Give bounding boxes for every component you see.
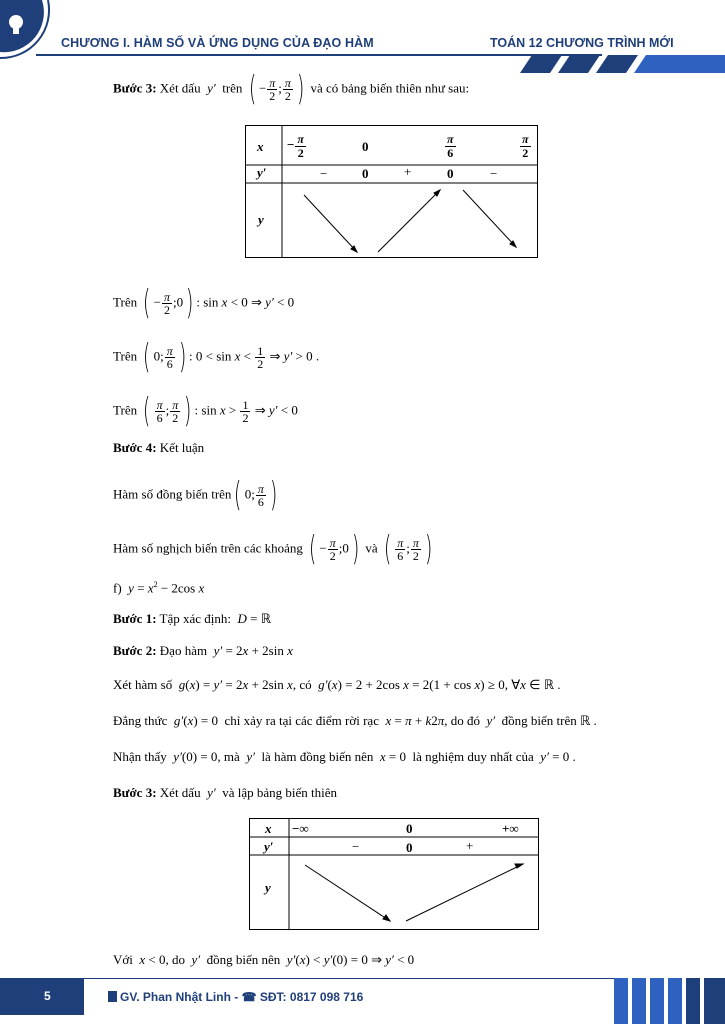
increasing-conclusion: Hàm số đồng biến trên( 0; $\frac{\pi}{6}$ ) [113,475,278,515]
footer-contact: GV. Phan Nhật Linh - ☎ SĐT: 0817 098 716 [108,990,363,1004]
t1-x-pi6: $\frac{\pi}{6}$ [447,132,454,160]
t2-sign-1: − [352,839,360,854]
footer-page-box [0,978,84,1015]
uniqueness-line: Nhận thấy y′(0) = 0, mà y′ là hàm đồng biến nên x = 0 là nghiệm duy nhất của y′ = 0 . [113,749,576,764]
author-name: GV. Phan Nhật Linh [120,990,231,1004]
t1-x-neg-pi2: − $\frac{\pi}{2}$ [287,132,304,160]
t1-sign-5: − [490,166,498,181]
header-divider [36,54,602,56]
t2-yprime-label: y′ [264,839,274,854]
page-number: 5 [44,989,51,1003]
interval-line-2: Trên ( 0; $\frac{\pi}{6}$ ) : 0 < sin x < $\frac{1}{2}$ ⇒ y′ > 0 . [113,337,320,377]
t2-y-label: y [265,880,271,895]
t1-sign-2: 0 [362,166,369,181]
part-f-line: f) $y = x^2 - 2\cos$ x [113,580,205,596]
header-logo-badge [0,0,60,60]
step3-label: Bước 3: [113,80,157,96]
t2-sign-3: + [466,838,474,853]
step3b-line: Bước 3: Xét dấu y′ và lập bảng biến thiên [113,785,338,800]
equality-line: Đẳng thức g′(x) = 0 chỉ xảy ra tại các điểm rời rạc x = π + k2π, do đó y′ đồng biến trên ℝ . [113,713,597,728]
phone-icon: ☎ [241,990,257,1004]
step3-intro: Bước 3: Xét dấu y′ trên ( − $\frac{\pi}{2}$ ; $\frac{\pi}{2}$ ) và có bảng biến thiên như sau: [113,69,470,109]
leaf-icon [9,15,23,29]
step1-line: Bước 1: Tập xác định: D = ℝ [113,611,272,626]
course-title: TOÁN 12 CHƯƠNG TRÌNH MỚI [490,36,674,50]
t2-x-neginf: −∞ [292,821,309,836]
step4-line: Bước 4: Kết luận [113,440,205,455]
footer-divider [84,978,614,979]
t1-sign-1: − [320,166,328,181]
header-stripes [520,55,725,73]
footer-bars [614,978,725,1024]
t2-sign-2: 0 [406,840,413,855]
t1-x-zero: 0 [362,139,369,154]
final-line: Với x < 0, do y′ đồng biến nên y′(x) < y′(0) = 0 ⇒ y′ < 0 [113,952,415,967]
t2-x-zero: 0 [406,821,413,836]
g-function-line: Xét hàm số g(x) = y′ = 2x + 2sin x, có g′(x) = 2 + 2cos x = 2(1 + cos x) ≥ 0, ∀x ∈ ℝ . [113,677,561,692]
t1-x-pi2: $\frac{\pi}{2}$ [522,132,529,160]
t1-y-label: y [258,212,264,227]
t2-x-posinf: +∞ [502,821,519,836]
t2-x-label: x [265,821,272,836]
document-icon [108,991,117,1002]
t1-x-label: x [257,139,264,154]
t1-sign-3: + [404,164,412,179]
interval-line-3: Trên ( $\frac{\pi}{6}$ ; $\frac{\pi}{2}$ ) : sin x > $\frac{1}{2}$ ⇒ y′ < 0 [113,391,298,431]
step2-line: Bước 2: Đạo hàm y′ = 2x + 2sin x [113,643,293,658]
interval-line-1: Trên ( − $\frac{\pi}{2}$ ;0) : sin x < 0 ⇒ y′ < 0 [113,283,295,323]
decreasing-conclusion: Hàm số nghịch biến trên các khoảng ( − $\frac{\pi}{2}$ ;0) và ( $\frac{\pi}{6}$ ; $\frac{\pi}{2}$ ) [113,529,433,569]
t1-yprime-label: y′ [257,165,267,180]
t1-sign-4: 0 [447,166,454,181]
phone-number: SĐT: 0817 098 716 [259,990,364,1004]
chapter-title: CHƯƠNG I. HÀM SỐ VÀ ỨNG DỤNG CỦA ĐẠO HÀM [61,36,374,50]
